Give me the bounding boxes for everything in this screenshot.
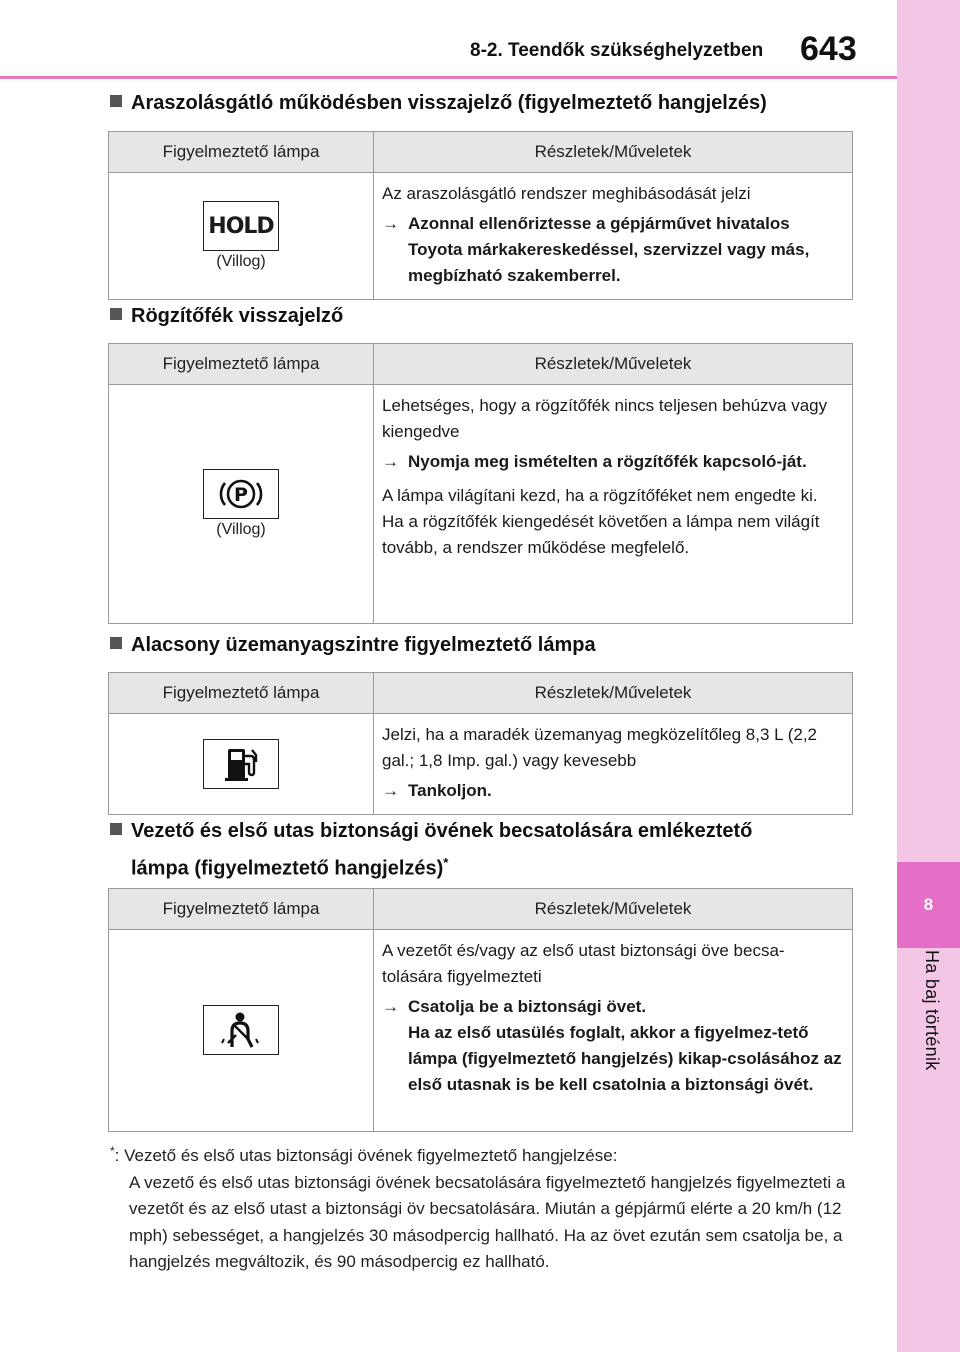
action-text: Csatolja be a biztonsági övet. <box>408 997 647 1016</box>
side-strip <box>897 0 960 1352</box>
column-header-lamp: Figyelmeztető lámpa <box>109 673 374 714</box>
header-rule <box>0 76 897 79</box>
running-header: 8-2. Teendők szükséghelyzetben <box>470 40 764 61</box>
action-item <box>382 994 842 1098</box>
action-text: Nyomja meg ismételten a rögzítőfék kapcsoló-ját. <box>408 452 807 471</box>
fuel-pump-icon <box>203 739 279 789</box>
lamp-cell <box>109 714 374 815</box>
table-fuel <box>108 672 853 815</box>
action-item <box>382 211 842 289</box>
square-bullet-icon <box>110 95 122 107</box>
column-header-lamp: Figyelmeztető lámpa <box>109 344 374 385</box>
svg-text:P: P <box>234 484 248 506</box>
section-heading-seatbelt: Vezető és első utas biztonsági övének becsatolására emlékeztető lámpa (figyelmeztető hangjelzés)* <box>110 816 752 884</box>
column-header-lamp: Figyelmeztető lámpa <box>109 132 374 173</box>
column-header-details: Részletek/Műveletek <box>374 673 853 714</box>
column-header-lamp: Figyelmeztető lámpa <box>109 889 374 930</box>
detail-text: Az araszolásgátló rendszer meghibásodását jelzi <box>382 184 751 203</box>
table-seatbelt <box>108 888 853 1132</box>
action-extra-text: Ha az első utasülés foglalt, akkor a figyelmez-tető lámpa (figyelmeztető hangjelzés) kikap-csolásához az első utasnak is be kell csatolnia a biztonsági övét. <box>408 1023 842 1094</box>
detail-extra-text: A lámpa világítani kezd, ha a rögzítőféket nem engedte ki. Ha a rögzítőfék kiengedését követően a lámpa nem világít tovább, a rendszer működése megfelelő. <box>382 486 820 557</box>
arrow-icon: → <box>382 997 399 1016</box>
footnote-title: : Vezető és első utas biztonsági övének figyelmeztető hangjelzése: <box>114 1146 618 1165</box>
seatbelt-reminder-icon <box>203 1005 279 1055</box>
action-text: Tankoljon. <box>408 781 492 800</box>
detail-cell <box>374 385 853 624</box>
detail-cell <box>374 714 853 815</box>
detail-cell <box>374 930 853 1132</box>
arrow-icon: → <box>382 781 399 800</box>
table-parking-brake <box>108 343 853 624</box>
page-number: 643 <box>800 30 857 68</box>
detail-text: A vezetőt és/vagy az első utast biztonsági öve becsa-tolására figyelmezteti <box>382 941 785 986</box>
square-bullet-icon <box>110 308 122 320</box>
lamp-cell <box>109 385 374 624</box>
action-item <box>382 778 842 804</box>
section-heading-parking-brake: Rögzítőfék visszajelző <box>110 301 343 331</box>
detail-text: Jelzi, ha a maradék üzemanyag megközelítőleg 8,3 L (2,2 gal.; 1,8 Imp. gal.) vagy kevesebb <box>382 725 818 770</box>
parking-brake-icon <box>203 469 279 519</box>
column-header-details: Részletek/Műveletek <box>374 132 853 173</box>
table-hold <box>108 131 853 300</box>
action-item <box>382 449 842 475</box>
square-bullet-icon <box>110 637 122 649</box>
lamp-caption: (Villog) <box>216 253 266 270</box>
side-chapter-number: 8 <box>897 862 960 948</box>
column-header-details: Részletek/Műveletek <box>374 889 853 930</box>
side-chapter-title: Ha baj történik <box>922 950 942 1071</box>
square-bullet-icon <box>110 823 122 835</box>
arrow-icon: → <box>382 214 399 233</box>
lamp-cell <box>109 173 374 300</box>
section-heading-hold: Araszolásgátló működésben visszajelző (figyelmeztető hangjelzés) <box>110 88 767 118</box>
hold-icon: HOLD <box>203 201 279 251</box>
footnote-text: A vezető és első utas biztonsági övének becsatolására figyelmeztető hangjelzés figyelmezteti a vezetőt és az első utast a biztonsági öv becsatolására. Miután a gépjármű elérte a 20 km/h (12 mph) sebességet, a hangjelzés 30 másodpercig hallható. Ha az övet ezután sem csatolja be, a hangjelzés megváltozik, és 90 másodpercig ez hallható. <box>129 1172 846 1271</box>
footnote-mark: * <box>110 1144 115 1158</box>
footnote <box>110 1138 855 1276</box>
lamp-caption: (Villog) <box>216 521 266 538</box>
action-text: Azonnal ellenőriztesse a gépjárművet hivatalos Toyota márkakereskedéssel, szervizzel vagy más, megbízható szakemberrel. <box>408 214 810 285</box>
detail-text: Lehetséges, hogy a rögzítőfék nincs teljesen behúzva vagy kiengedve <box>382 396 828 441</box>
arrow-icon: → <box>382 452 399 471</box>
section-heading-fuel: Alacsony üzemanyagszintre figyelmeztető lámpa <box>110 630 596 660</box>
lamp-cell <box>109 930 374 1132</box>
column-header-details: Részletek/Műveletek <box>374 344 853 385</box>
detail-cell <box>374 173 853 300</box>
